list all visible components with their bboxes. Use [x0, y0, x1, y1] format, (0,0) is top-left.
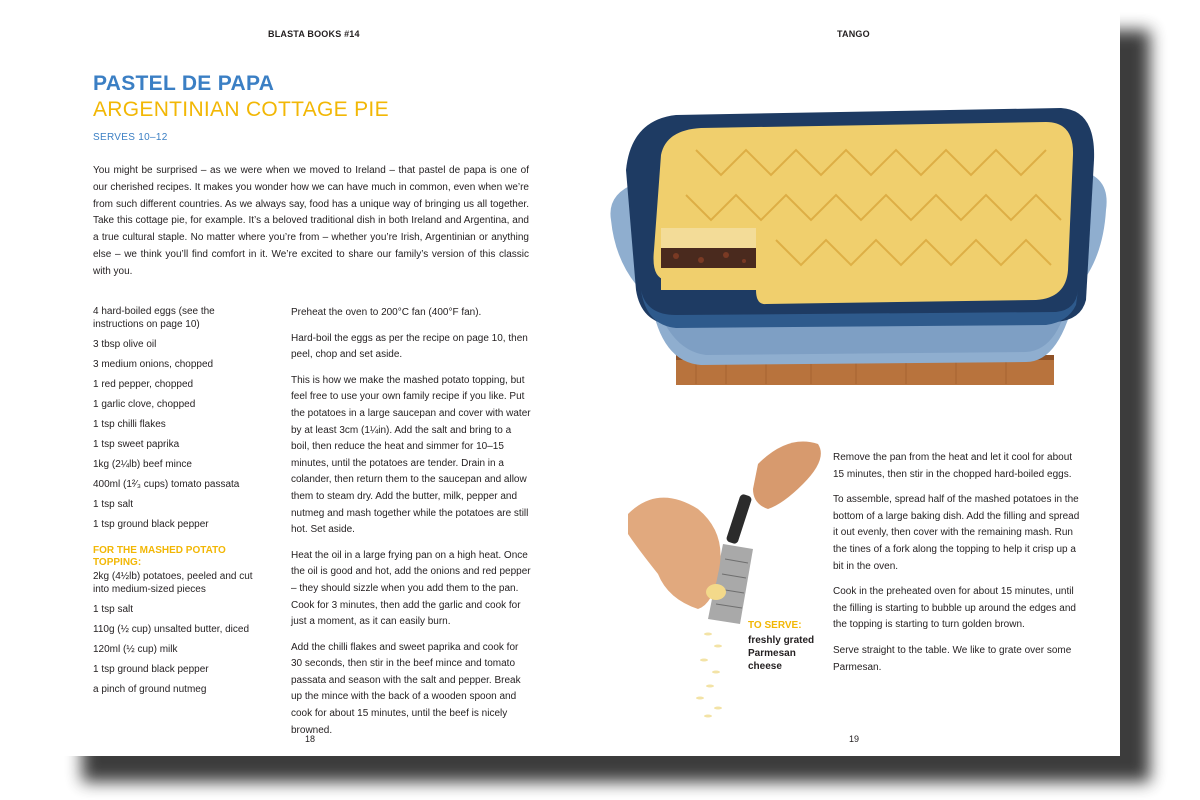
upper-hand [753, 442, 821, 510]
running-head-left: BLASTA BOOKS #14 [268, 29, 360, 39]
book-spread [62, 12, 1120, 756]
ingredient-item: 3 tbsp olive oil [93, 339, 157, 350]
cottage-pie-illustration [606, 100, 1111, 395]
ingredient-item: 110g (½ cup) unsalted butter, diced [93, 624, 250, 635]
ingredient-item: 3 medium onions, chopped [93, 359, 214, 370]
serves-label: SERVES 10–12 [93, 132, 168, 143]
left-page [62, 12, 591, 756]
method-step: Preheat the oven to 200°C fan (400°F fan). [291, 307, 482, 318]
recipe-title: PASTEL DE PAPA [93, 72, 275, 95]
ingredient-item: 4 hard-boiled eggs (see the instructions on page 10) [93, 306, 215, 330]
to-serve-heading: TO SERVE: [748, 620, 802, 631]
ingredient-item: 120ml (½ cup) milk [93, 644, 178, 655]
ingredient-item: 1kg (2¼lb) beef mince [93, 459, 192, 470]
method-step: Cook in the preheated oven for about 15 minutes, until the filling is starting to bubble up around the edges and the topping is starting to turn golden brown. [833, 586, 1076, 631]
ingredient-item: 1 tsp salt [93, 604, 134, 615]
topping-heading: FOR THE MASHED POTATO TOPPING: [93, 545, 226, 568]
running-head-right: TANGO [837, 29, 870, 39]
method-column-left [291, 305, 531, 748]
intro-paragraph: You might be surprised – as we were when we moved to Ireland – that pastel de papa is one of our cherished recipes. It makes you wonder how we can have much in common, even when we’re from such different countries. As we always say, food has a unique way of bringing us all together. Take this cottage pie, for example. It’s a beloved traditional dish in both Ireland and Argentina, and a true cultural staple. No matter where you’re from – whether you’re Irish, Argentinian or anything else – we think you’ll find comfort in it. We’re excited to share our family’s version of this classic with you. [93, 165, 529, 277]
to-serve-note [748, 620, 818, 673]
ingredient-item: 1 garlic clove, chopped [93, 399, 196, 410]
to-serve-text: freshly grated Parmesan cheese [748, 635, 815, 672]
method-step: Remove the pan from the heat and let it cool for about 15 minutes, then stir in the chopped hard-boiled eggs. [833, 452, 1073, 480]
right-page [591, 12, 1120, 756]
ingredient-item: 400ml (1²⁄₃ cups) tomato passata [93, 479, 240, 490]
ingredient-item: 1 red pepper, chopped [93, 379, 194, 390]
ingredient-item: 1 tsp sweet paprika [93, 439, 180, 450]
ingredient-item: 1 tsp chilli flakes [93, 419, 166, 430]
method-step: Heat the oil in a large frying pan on a high heat. Once the oil is good and hot, add the onions and red pepper – they should sizzle when you add them to the pan. Cook for 3 minutes, then add the garlic and cook for just a moment, as it can easily burn. [291, 549, 531, 628]
ingredient-item: 2kg (4½lb) potatoes, peeled and cut into medium-sized pieces [93, 571, 253, 595]
topping-ingredients-list [93, 570, 263, 696]
page-number-left: 18 [305, 734, 316, 744]
ingredient-item: 1 tsp salt [93, 499, 134, 510]
grating-cheese-illustration [628, 424, 828, 724]
ingredients-column [93, 305, 263, 703]
method-step: Hard-boil the eggs as per the recipe on page 10, then peel, chop and set aside. [291, 332, 528, 361]
method-column-right [833, 450, 1081, 685]
ingredient-item: 1 tsp ground black pepper [93, 519, 209, 530]
page-number-right: 19 [849, 734, 860, 744]
method-step: To assemble, spread half of the mashed potatoes in the bottom of a large baking dish. Add the filling and spread it out evenly, then cover with the remaining mash. Run the tines of a fork along the topping to help it crisp up a bit in the oven. [833, 494, 1080, 572]
grated-cheese [696, 633, 722, 718]
ingredient-item: 1 tsp ground black pepper [93, 664, 209, 675]
method-step: This is how we make the mashed potato topping, but feel free to use your own family recipe if you like. Put the potatoes in a large saucepan and cover with water by at least 3cm (1¼in). Add the salt and bring to a boil, then reduce the heat and simmer for 10–15 minutes, until the potatoes are tender. Drain in a colander, then return them to the saucepan and allow them to steam dry. Add the butter, milk, pepper and nutmeg and mash together while the potatoes are still hot. Set aside. [291, 374, 531, 536]
ingredient-item: a pinch of ground nutmeg [93, 684, 207, 695]
method-step: Serve straight to the table. We like to grate over some Parmesan. [833, 644, 1072, 673]
method-step: Add the chilli flakes and sweet paprika and cook for 30 seconds, then stir in the beef mince and tomato passata and season with the salt and pepper. Break up the mince with the back of a wooden spoon and cook for about 15 minutes, until the beef is nicely browned. [291, 641, 521, 736]
ingredients-list [93, 305, 263, 531]
recipe-subtitle: ARGENTINIAN COTTAGE PIE [93, 98, 389, 121]
